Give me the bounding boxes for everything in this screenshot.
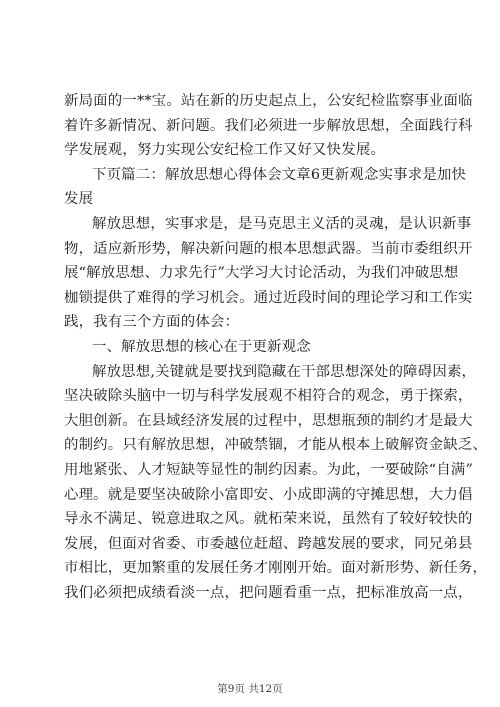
text-line: 展“解放思想、力求先行”大学习大讨论活动，为我们冲破思想 [64,265,459,282]
text-line: 我们必须把成绩看淡一点，把问题看重一点，把标准放高一点， [64,584,473,601]
text-line: 一、解放思想的核心在于更新观念 [92,338,311,355]
text-line: 下页篇二：解放思想心得体会文章6更新观念实事求是加快 [92,166,467,183]
text-line: 践，我有三个方面的体会： [64,314,240,331]
text-line: 发展，但面对省委、市委越位赶超、跨越发展的要求，同兄弟县 [64,535,473,552]
document-body [64,89,488,605]
text-line: 大胆创新。在县域经济发展的过程中，思想瓶颈的制约才是最大 [64,412,473,429]
text-line: 着许多新情况、新问题。我们必须进一步解放思想，全面践行科 [64,117,473,134]
text-line: 坚决破除头脑中一切与科学发展观不相符合的观念，勇于探索， [64,388,473,405]
text-line: 解放思想，实事求是，是马克思主义活的灵魂，是认识新事 [92,215,472,232]
text-line: 发展 [64,191,94,208]
text-line: 解放思想,关键就是要找到隐藏在干部思想深处的障碍因素， [92,363,477,380]
text-line: 导永不满足、锐意进取之风。就柘荣来说，虽然有了较好较快的 [64,511,473,528]
text-line: 心理。就是要坚决破除小富即安、小成即满的守摊思想，大力倡 [64,486,473,503]
text-line: 的制约。只有解放思想，冲破禁锢，才能从根本上破解资金缺乏、 [64,437,488,454]
text-line: 物，适应新形势，解决新问题的根本思想武器。当前市委组织开 [64,240,473,257]
page-footer: 第9页 共12页 [217,683,283,695]
text-line: 市相比，更加繁重的发展任务才刚刚开始。面对新形势、新任务， [64,560,488,577]
text-line: 枷锁提供了难得的学习机会。通过近段时间的理论学习和工作实 [64,289,473,306]
text-line: 用地紧张、人才短缺等显性的制约因素。为此，一要破除“自满” [64,461,474,478]
text-line: 新局面的一**宝。站在新的历史起点上，公安纪检监察事业面临 [64,93,473,109]
text-line: 学发展观，努力实现公安纪检工作又好又快发展。 [64,142,385,159]
